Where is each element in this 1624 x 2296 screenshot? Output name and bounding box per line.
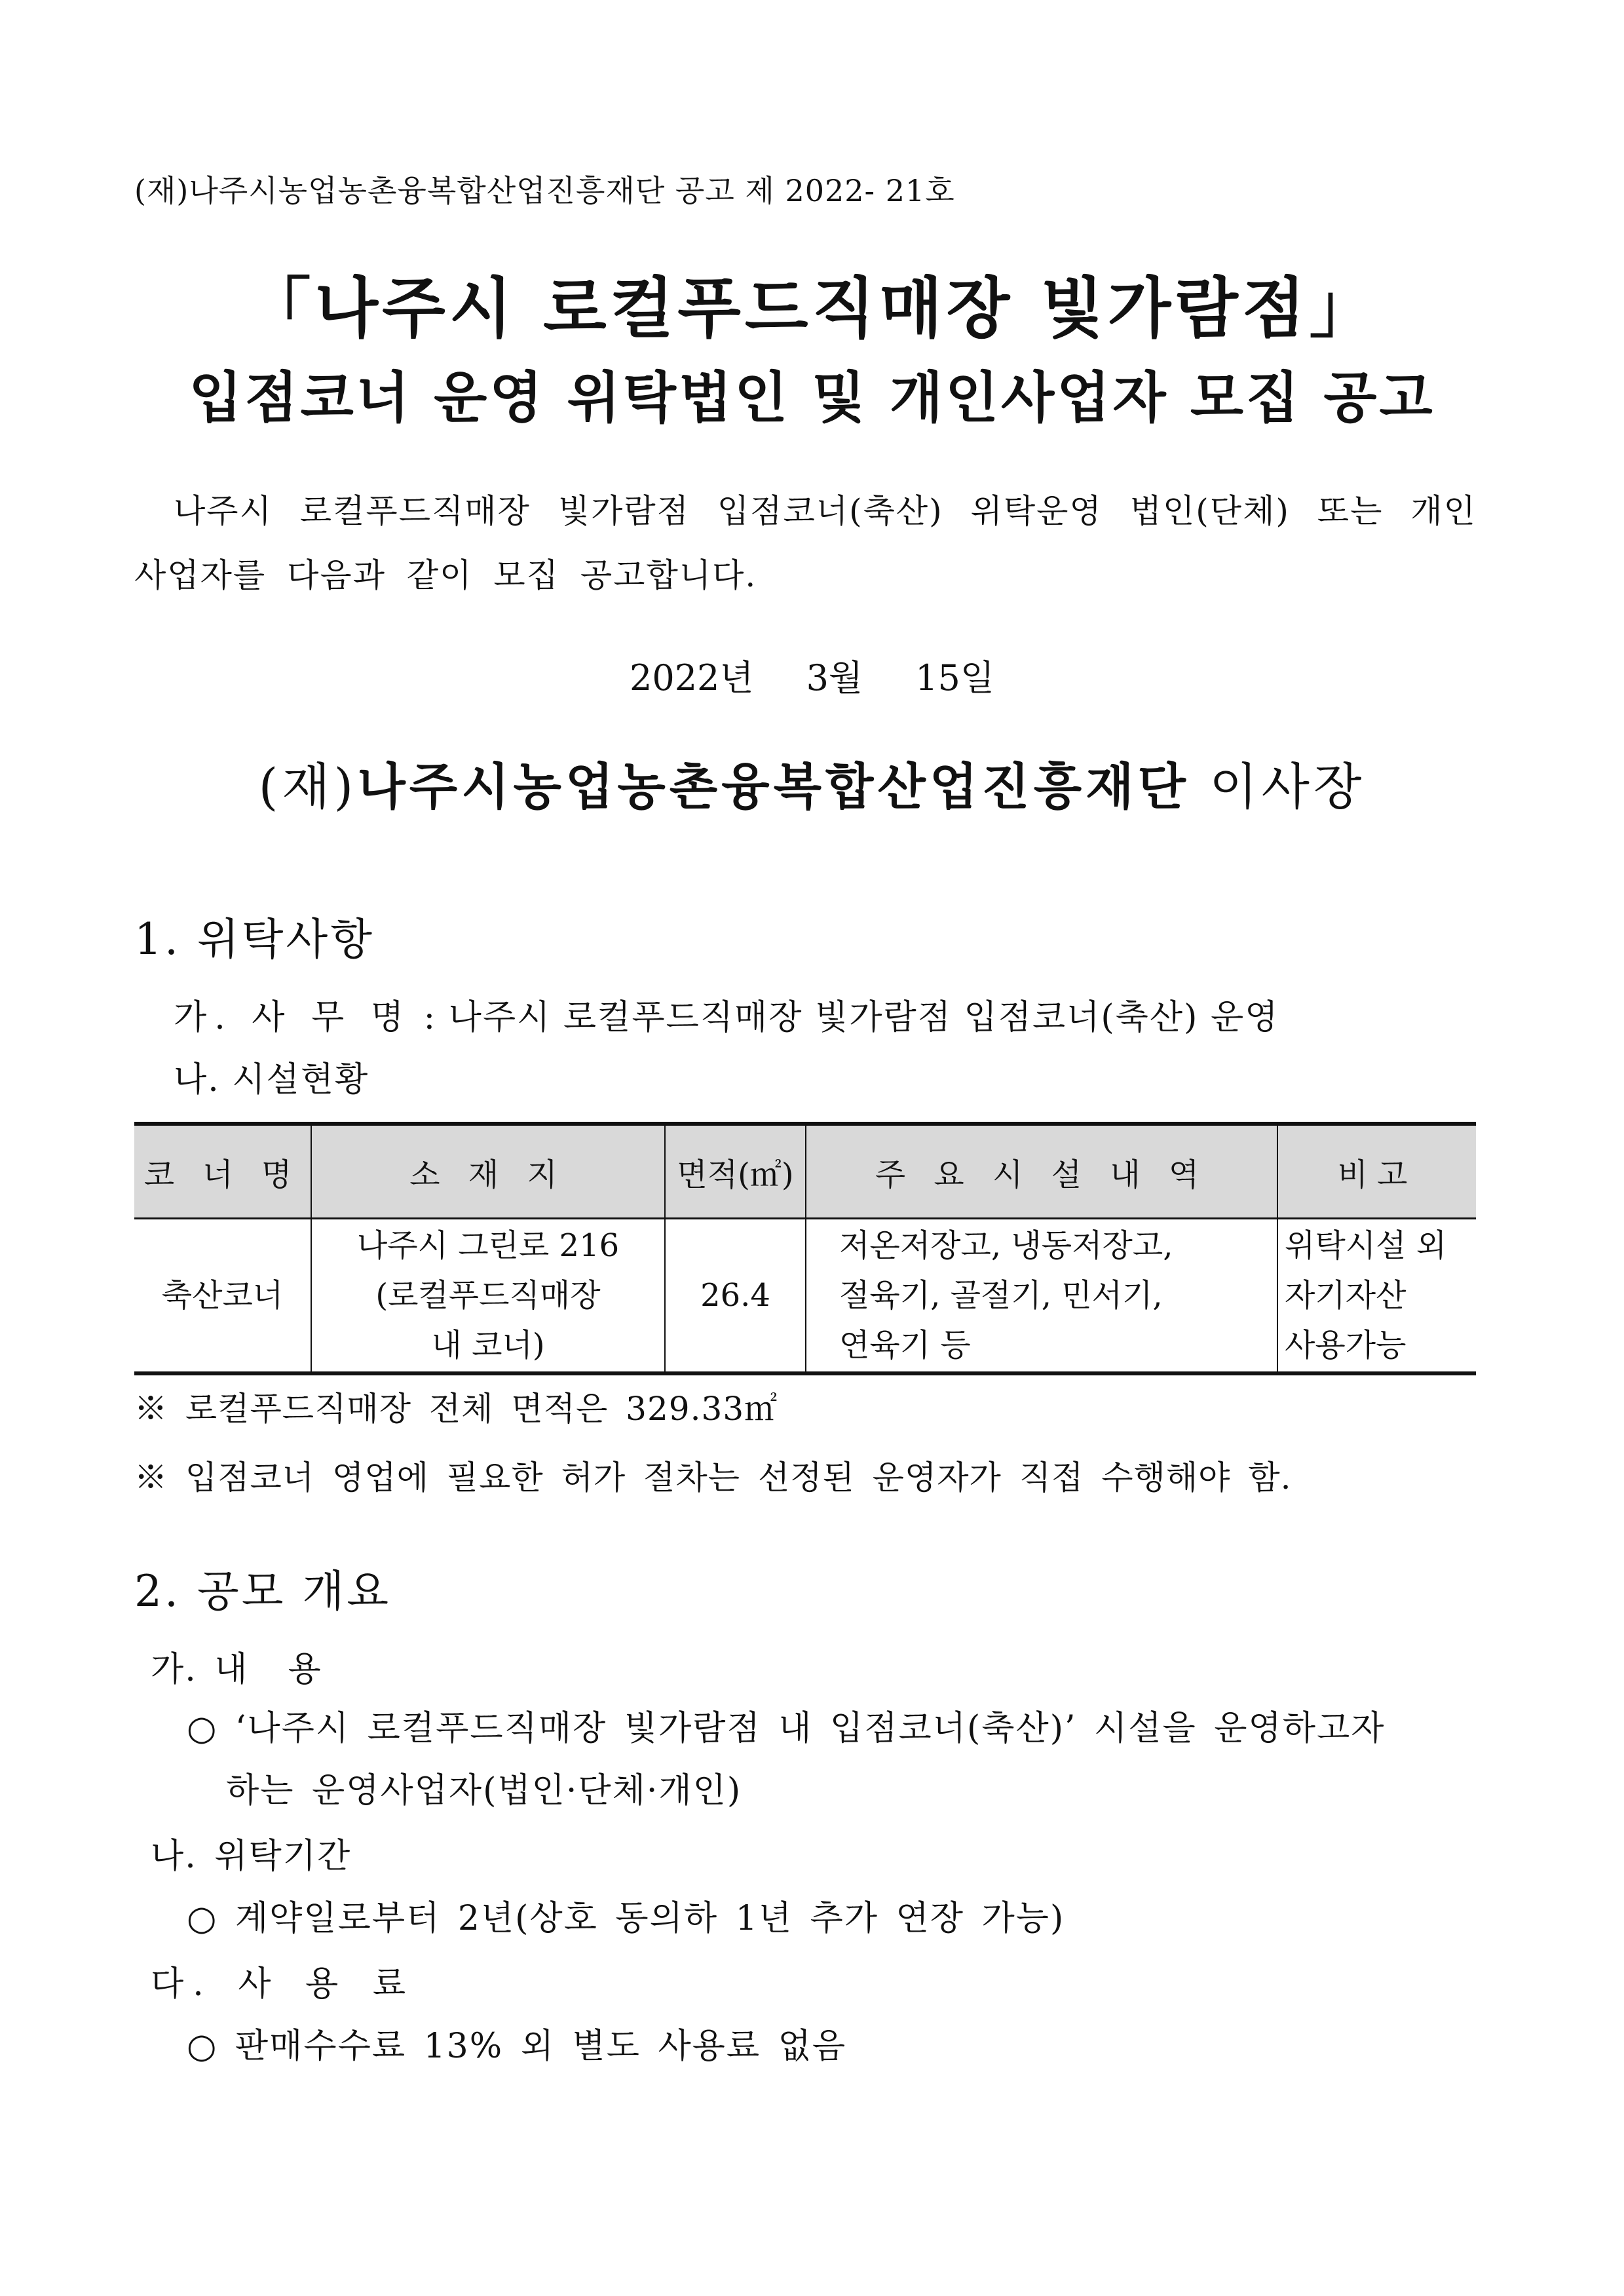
issuer bbox=[0, 747, 1624, 818]
issuer-org: 나주시농업농촌융복합산업진흥재단 bbox=[357, 757, 1190, 816]
item-b-label: 나. 시설현황 bbox=[174, 1060, 369, 1100]
facility-table bbox=[134, 1122, 1476, 1375]
content-line-2: 하는 운영사업자(법인·단체·개인) bbox=[226, 1771, 742, 1810]
location-line-2: (로컬푸드직매장 bbox=[375, 1277, 601, 1314]
date-day: 15일 bbox=[915, 657, 994, 698]
cell-area: 26.4 bbox=[665, 1219, 806, 1374]
table-header-row bbox=[134, 1124, 1476, 1219]
cell-facilities bbox=[806, 1219, 1277, 1374]
fee-label-text: 다. 사 용 료 bbox=[151, 1964, 415, 2004]
header-facilities: 주 요 시 설 내 역 bbox=[806, 1124, 1277, 1219]
remark-line-2: 자기자산 bbox=[1285, 1277, 1407, 1314]
date-year: 2022년 bbox=[629, 657, 754, 698]
remark-line-3: 사용가능 bbox=[1285, 1327, 1407, 1364]
note-permit: ※ 입점코너 영업에 필요한 허가 절차는 선정된 운영자가 직접 수행해야 함. bbox=[134, 1459, 1292, 1497]
content-label-head: 가. 내 bbox=[151, 1650, 249, 1689]
notice-number: (재)나주시농업농촌융복합산업진흥재단 공고 제 2022- 21호 bbox=[134, 173, 955, 208]
facilities-line-2: 절육기, 골절기, 민서기, bbox=[839, 1277, 1163, 1314]
period-line: ○ 계약일로부터 2년(상호 동의하 1년 추가 연장 가능) bbox=[187, 1899, 1065, 1938]
intro-line-2: 사업자를 다음과 같이 모집 공고합니다. bbox=[134, 556, 757, 594]
remark-line-1: 위탁시설 외 bbox=[1285, 1227, 1447, 1264]
fee-line: ○ 판매수수료 13% 외 별도 사용료 없음 bbox=[187, 2027, 847, 2066]
fee-label bbox=[151, 1956, 415, 2005]
period-label: 나. 위탁기간 bbox=[151, 1837, 352, 1876]
facilities-line-3: 연육기 등 bbox=[839, 1327, 971, 1364]
issuer-prefix: (재) bbox=[258, 757, 358, 816]
header-remark: 비고 bbox=[1277, 1124, 1476, 1219]
content-label bbox=[151, 1641, 322, 1691]
section-2-heading: 2. 공모 개요 bbox=[134, 1566, 391, 1617]
intro-line-1: 나주시 로컬푸드직매장 빛가람점 입점코너(축산) 위탁운영 법인(단체) 또는 개인 bbox=[174, 492, 1477, 530]
cell-remark bbox=[1277, 1219, 1476, 1374]
section-1-heading: 1. 위탁사항 bbox=[134, 914, 375, 965]
cell-location bbox=[311, 1219, 665, 1374]
cell-corner: 축산코너 bbox=[134, 1219, 311, 1374]
header-location: 소 재 지 bbox=[311, 1124, 665, 1219]
item-a-label: 가. 사 무 명 bbox=[174, 998, 412, 1037]
item-a-value: : 나주시 로컬푸드직매장 빛가람점 입점코너(축산) 운영 bbox=[411, 998, 1279, 1037]
title-line-2: 입점코너 운영 위탁법인 및 개인사업자 모집 공고 bbox=[189, 366, 1435, 430]
location-line-3: 내 코너) bbox=[431, 1327, 545, 1364]
notice-date bbox=[0, 650, 1624, 700]
issuer-role: 이사장 bbox=[1209, 757, 1366, 816]
header-area: 면적(㎡) bbox=[665, 1124, 806, 1219]
content-label-tail: 용 bbox=[288, 1650, 322, 1689]
title-line-1: 「나주시 로컬푸드직매장 빛가람점」 bbox=[245, 270, 1379, 347]
header-corner: 코 너 명 bbox=[134, 1124, 311, 1219]
table-row bbox=[134, 1219, 1476, 1374]
facilities-line-1: 저온저장고, 냉동저장고, bbox=[839, 1227, 1173, 1264]
item-a bbox=[174, 989, 1279, 1039]
location-line-1: 나주시 그린로 216 bbox=[356, 1227, 620, 1264]
note-total-area: ※ 로컬푸드직매장 전체 면적은 329.33㎡ bbox=[134, 1390, 778, 1428]
content-line-1: ○ ‘나주시 로컬푸드직매장 빛가람점 내 입점코너(축산)’ 시설을 운영하고자 bbox=[187, 1709, 1386, 1748]
date-month: 3월 bbox=[806, 657, 863, 698]
